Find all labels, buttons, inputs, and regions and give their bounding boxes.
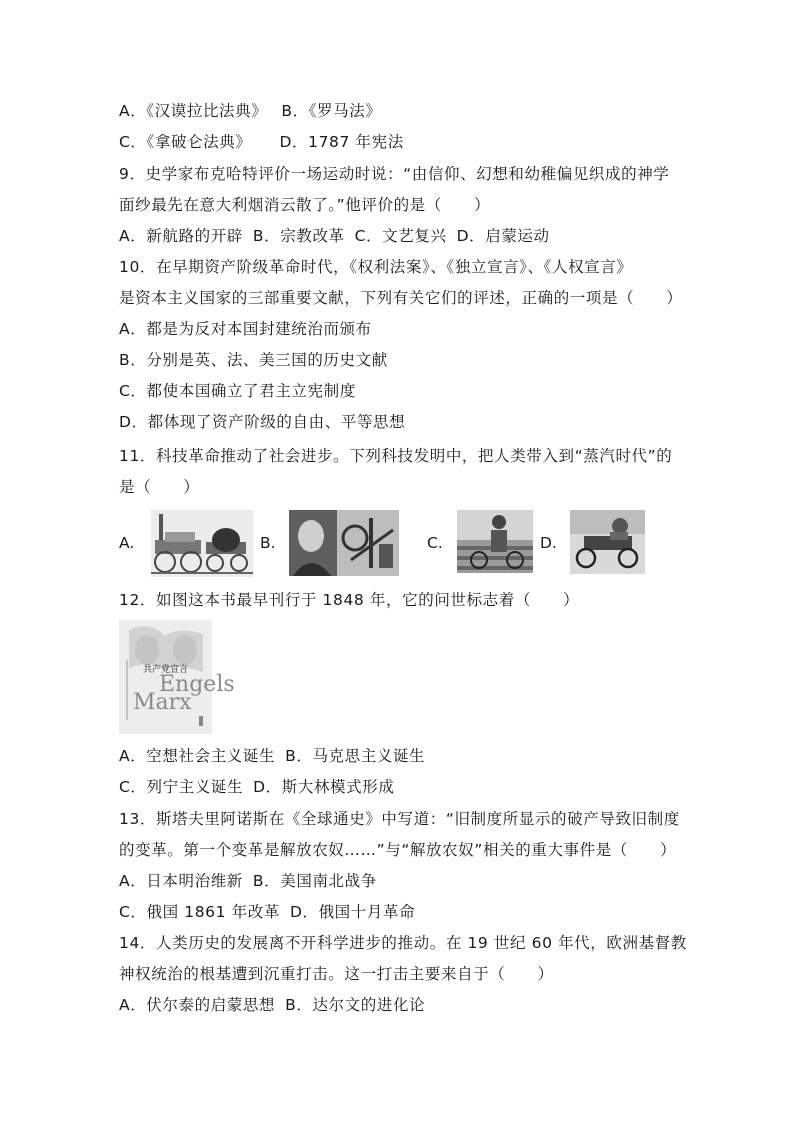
q9-stem-line2: 面纱最先在意大利烟消云散了。”他评价的是（ ） xyxy=(119,196,491,214)
q14-options-row1 xyxy=(119,995,684,1015)
q11-image-vehicle-scene[interactable] xyxy=(457,510,533,573)
q10-option-c[interactable]: C．都使本国确立了君主立宪制度 xyxy=(119,382,356,400)
q9-option-d[interactable]: D．启蒙运动 xyxy=(456,227,550,245)
q13-stem-line1: 13．斯塔夫里阿诺斯在《全球通史》中写道：“旧制度所显示的破产导致旧制度 xyxy=(119,810,680,828)
q9-option-c[interactable]: C．文艺复兴 xyxy=(354,227,447,245)
q8-options-row1 xyxy=(119,101,684,121)
q14-stem-line1: 14．人类历史的发展离不开科学进步的推动。在 19 世纪 60 年代，欧洲基督教 xyxy=(119,934,687,952)
q11-label-b[interactable]: B. xyxy=(260,534,276,552)
q13-option-b[interactable]: B．美国南北战争 xyxy=(252,872,377,890)
q11-label-c[interactable]: C. xyxy=(427,534,443,552)
q12-options-row1 xyxy=(119,746,684,766)
q10-option-b[interactable]: B．分别是英、法、美三国的历史文献 xyxy=(119,351,388,369)
q12-cover-title: 共产党宣言 xyxy=(143,665,189,675)
q12-stem: 12．如图这本书最早刊行于 1848 年，它的问世标志着（ ） xyxy=(119,591,580,609)
q12-book-cover[interactable] xyxy=(119,620,235,734)
early-automobile-illustration xyxy=(570,510,645,574)
q11-stem-line2: 是（ ） xyxy=(119,478,200,496)
q8-option-b[interactable]: B．《罗马法》 xyxy=(281,102,382,120)
q11-image-early-car[interactable] xyxy=(570,510,645,574)
q12-option-b[interactable]: B．马克思主义诞生 xyxy=(285,747,426,765)
q10-option-a[interactable]: A．都是为反对本国封建统治而颁布 xyxy=(119,320,372,338)
q10-stem-line1: 10．在早期资产阶级革命时代，《权利法案》、《独立宣言》、《人权宣言》 xyxy=(119,258,633,276)
q12-option-c[interactable]: C．列宁主义诞生 xyxy=(119,778,244,796)
q8-option-c[interactable]: C．《拿破仑法典》 xyxy=(119,133,252,151)
q14-option-b[interactable]: B．达尔文的进化论 xyxy=(285,996,426,1014)
street-scene-illustration xyxy=(457,510,533,573)
q10-option-d[interactable]: D．都体现了资产阶级的自由、平等思想 xyxy=(119,413,406,431)
q12-cover-script-engels: Engels xyxy=(159,672,235,697)
q11-image-watt-engine[interactable] xyxy=(289,510,399,576)
q9-option-a[interactable]: A．新航路的开辟 xyxy=(119,227,243,245)
q8-option-a[interactable]: A．《汉谟拉比法典》 xyxy=(119,102,268,120)
q13-options-row2 xyxy=(119,902,684,922)
q11-label-d[interactable]: D. xyxy=(540,534,557,552)
q13-stem-line2: 的变革。第一个变革是解放农奴……”与“解放农奴”相关的重大事件是（ ） xyxy=(119,841,677,859)
q12-cover-script-marx: Marx xyxy=(133,690,192,715)
q8-options-row2 xyxy=(119,132,684,152)
q14-stem-line2: 神权统治的根基遭到沉重打击。这一打击主要来自于（ ） xyxy=(119,965,554,983)
q14-option-a[interactable]: A．伏尔泰的启蒙思想 xyxy=(119,996,276,1014)
locomotive-illustration xyxy=(151,510,253,577)
q12-option-d[interactable]: D．斯大林模式形成 xyxy=(253,778,395,796)
q9-option-b[interactable]: B．宗教改革 xyxy=(252,227,345,245)
portrait-and-engine-illustration xyxy=(289,510,399,576)
q9-stem-line1: 9．史学家布克哈特评价一场运动时说：“由信仰、幻想和幼稚偏见织成的神学 xyxy=(119,165,670,183)
q11-label-a[interactable]: A. xyxy=(119,534,135,552)
q10-stem-line2: 是资本主义国家的三部重要文献，下列有关它们的评述，正确的一项是（ ） xyxy=(119,289,683,307)
q13-option-a[interactable]: A．日本明治维新 xyxy=(119,872,243,890)
q12-option-a[interactable]: A．空想社会主义诞生 xyxy=(119,747,276,765)
q12-options-row2 xyxy=(119,777,684,797)
q11-image-locomotive[interactable] xyxy=(151,510,253,577)
q11-stem-line1: 11．科技革命推动了社会进步。下列科技发明中，把人类带入到“蒸汽时代”的 xyxy=(119,447,673,465)
q13-options-row1 xyxy=(119,871,684,891)
q13-option-d[interactable]: D．俄国十月革命 xyxy=(289,903,416,921)
q13-option-c[interactable]: C．俄国 1861 年改革 xyxy=(119,903,280,921)
q8-option-d[interactable]: D．1787 年宪法 xyxy=(279,133,404,151)
q9-options xyxy=(119,226,684,246)
